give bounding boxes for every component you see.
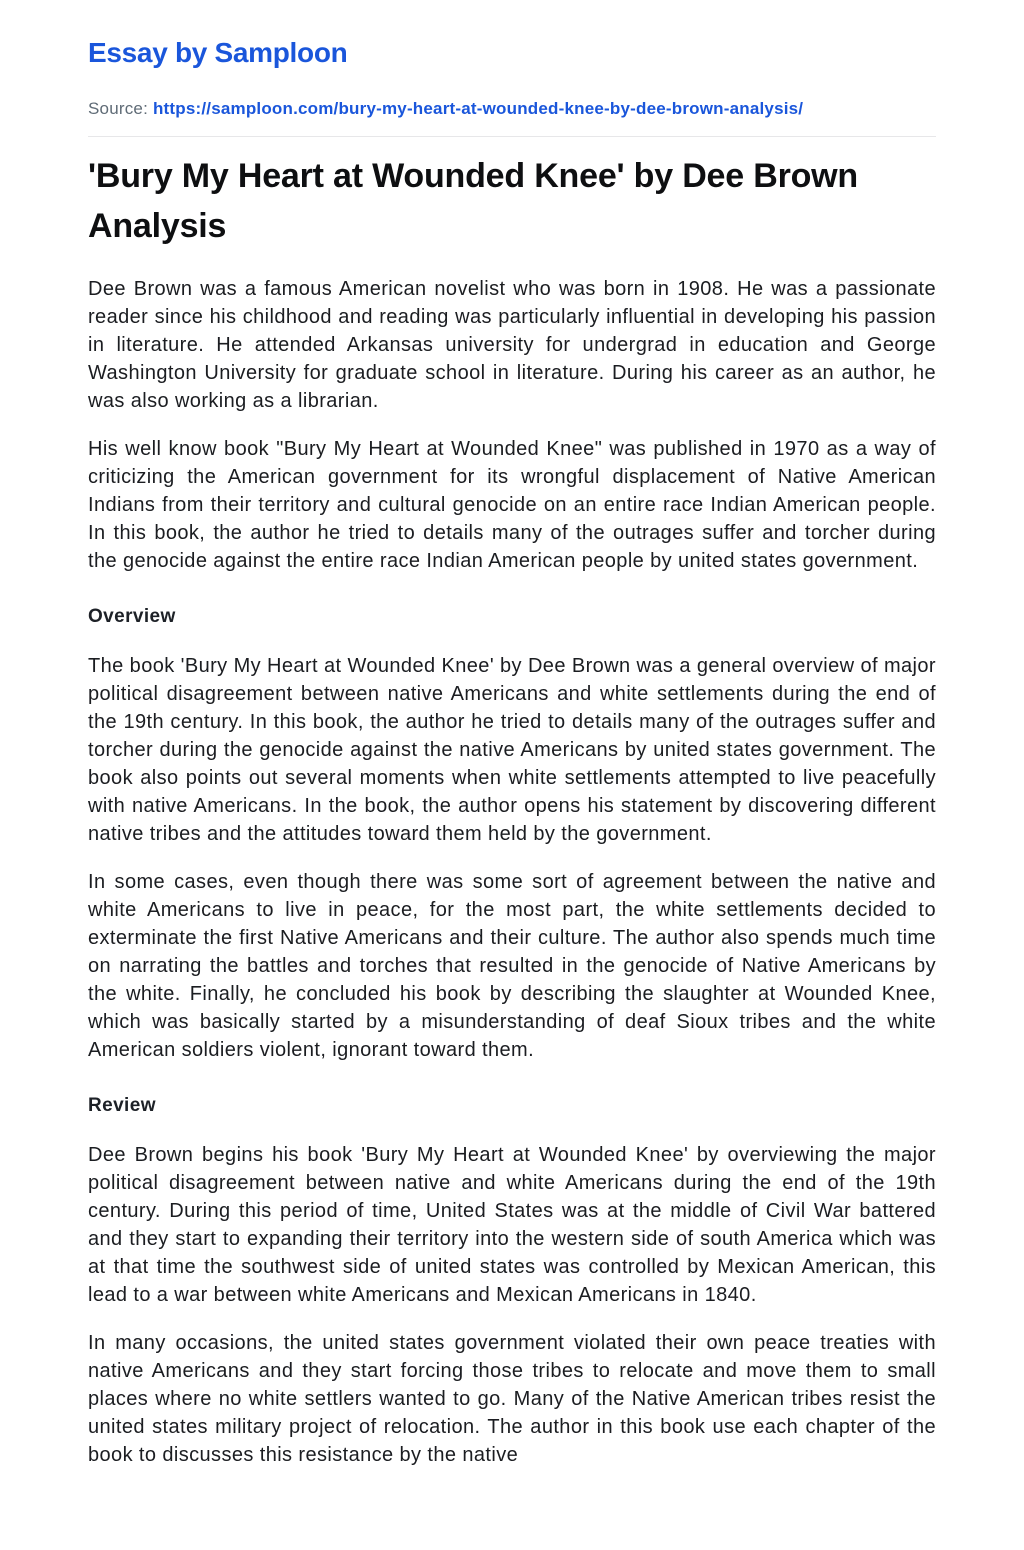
overview-paragraph-1: The book 'Bury My Heart at Wounded Knee' by Dee Brown was a general overview of major political disagreement between native Americans and white settlements during the end of the 19th century. In this book, the author he tried to details many of the outrages suffer and torcher during the genocide against the native Americans by united states government. The book also points out several moments when white settlements attempted to live peacefully with native Americans. In the book, the author opens his statement by discovering different native tribes and the attitudes toward them held by the government.	[88, 655, 936, 845]
review-paragraph-1: Dee Brown begins his book 'Bury My Heart at Wounded Knee' by overviewing the major political disagreement between native and white Americans during the end of the 19th century. During this period of time, United States was at the middle of Civil War battered and they start to expanding their territory into the western side of south America which was at that time the southwest side of united states was controlled by Mexican American, this lead to a war between white Americans and Mexican Americans in 1840.	[88, 1144, 936, 1306]
overview-paragraph-2: In some cases, even though there was some sort of agreement between the native and white Americans to live in peace, for the most part, the white settlements decided to exterminate the first Native Americans and their culture. The author also spends much time on narrating the battles and torches that resulted in the genocide of Native Americans by the white. Finally, he concluded his book by describing the slaughter at Wounded Knee, which was basically started by a misunderstanding of deaf Sioux tribes and the white American soldiers violent, ignorant toward them.	[88, 871, 936, 1061]
intro-paragraph-2: His well know book "Bury My Heart at Wounded Knee" was published in 1970 as a way of criticizing the American government for its wrongful displacement of Native American Indians from their territory and cultural genocide on an entire race Indian American people. In this book, the author he tried to details many of the outrages suffer and torcher during the genocide against the entire race Indian American people by united states government.	[88, 438, 936, 572]
brand-link[interactable]: Essay by Samploon	[88, 37, 348, 68]
source-label: Source:	[88, 99, 148, 118]
source-url-link[interactable]: https://samploon.com/bury-my-heart-at-wounded-knee-by-dee-brown-analysis/	[152, 99, 804, 118]
section-heading-review: Review	[88, 1095, 156, 1116]
review-paragraph-2: In many occasions, the united states government violated their own peace treaties with native Americans and they start forcing those tribes to relocate and move them to small places where no white settlers wanted to go. Many of the Native American tribes resist the united states military project of relocation. The author in this book use each chapter of the book to discusses this resistance by the native	[88, 1332, 936, 1466]
source-line	[88, 98, 936, 120]
section-heading-overview: Overview	[88, 606, 176, 627]
divider	[88, 136, 936, 137]
intro-paragraph-1: Dee Brown was a famous American novelist who was born in 1908. He was a passionate reader since his childhood and reading was particularly influential in developing his passion in literature. He attended Arkansas university for undergrad in education and George Washington University for graduate school in literature. During his career as an author, he was also working as a librarian.	[88, 278, 936, 412]
page-title: 'Bury My Heart at Wounded Knee' by Dee Brown Analysis	[88, 157, 858, 245]
